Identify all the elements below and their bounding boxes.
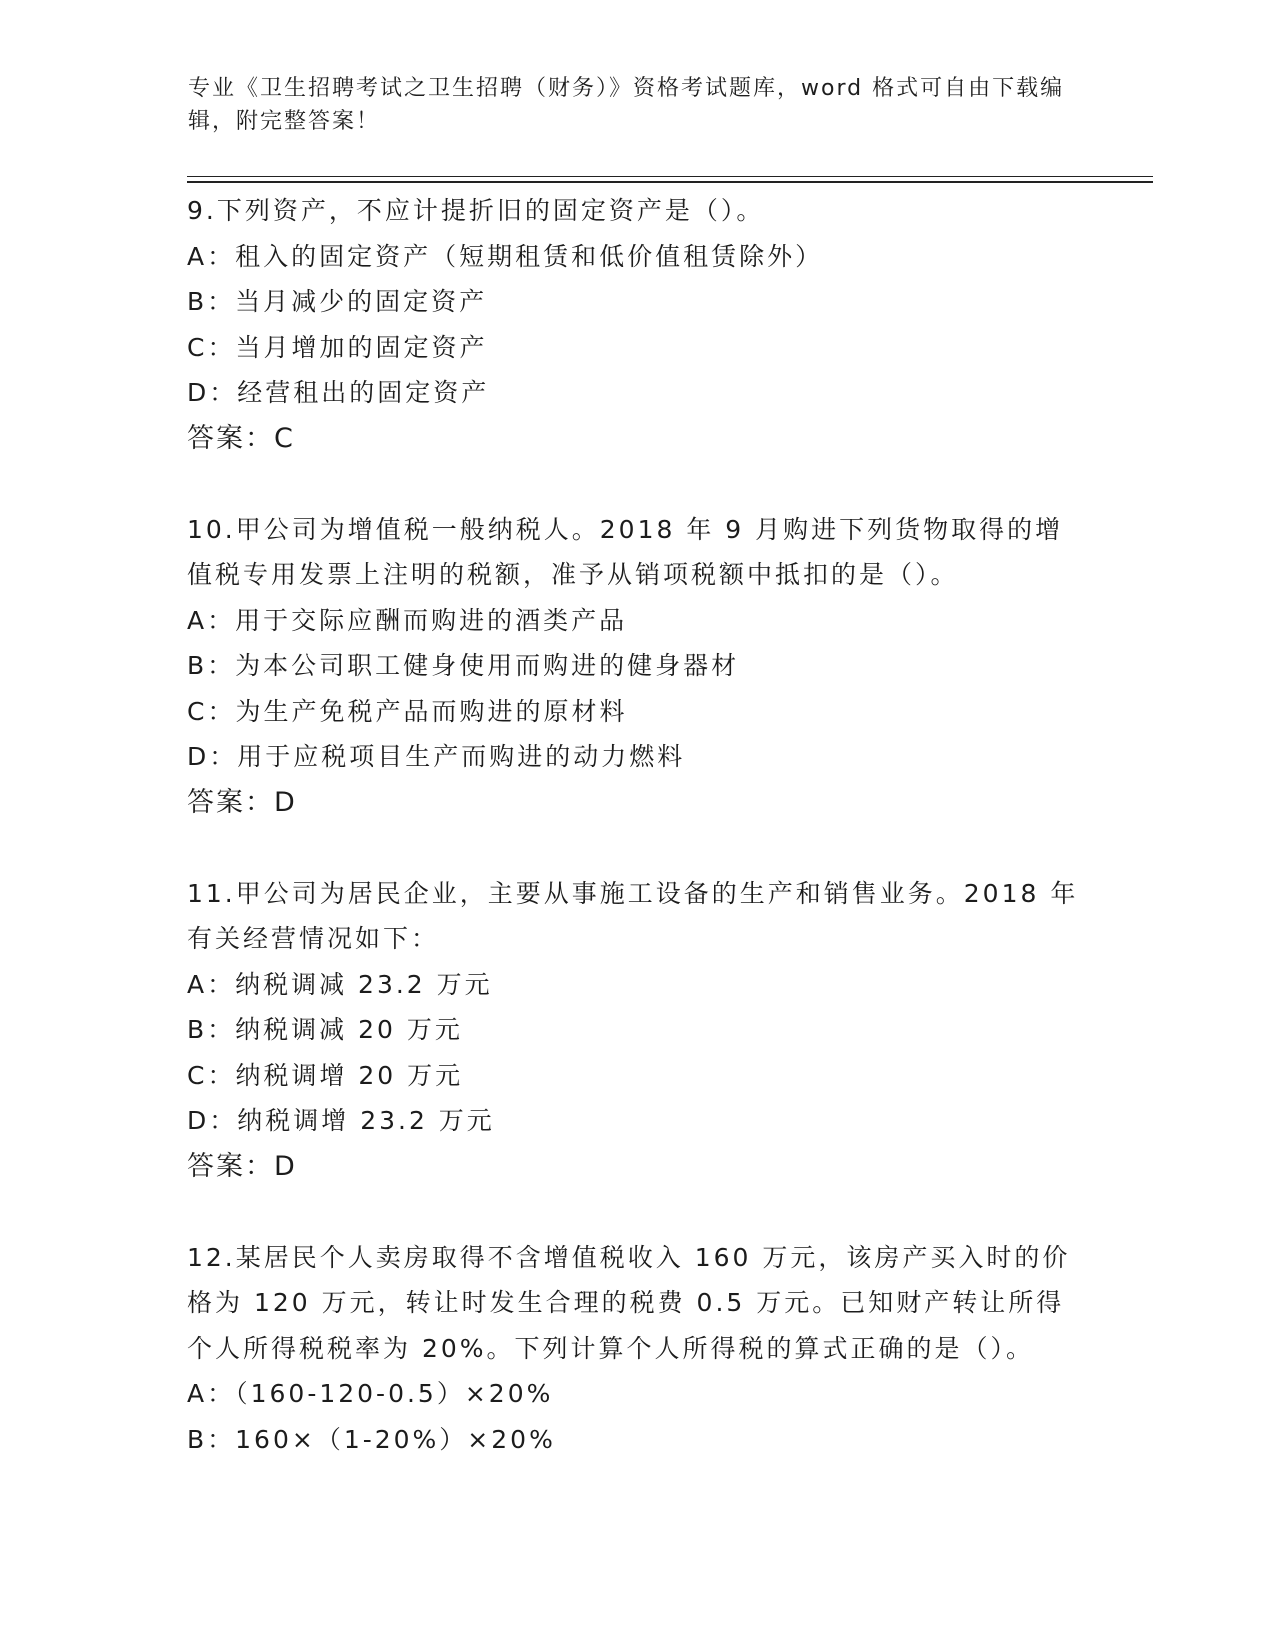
- option-a: A：租入的固定资产（短期租赁和低价值租赁除外）: [187, 241, 824, 271]
- option-a: A：（160-120-0.5）×20%: [187, 1379, 554, 1408]
- option-d: D：纳税调增 23.2 万元: [187, 1106, 495, 1135]
- spacer: [187, 825, 1087, 871]
- option-b: B：当月减少的固定资产: [187, 287, 488, 316]
- question-12: [187, 1235, 1087, 1463]
- option-d: D：经营租出的固定资产: [187, 378, 490, 407]
- question-9: [187, 188, 1087, 461]
- answer-line: 答案：C: [187, 422, 295, 454]
- option-a: A：纳税调减 23.2 万元: [187, 969, 493, 999]
- answer-line: 答案：D: [187, 786, 297, 818]
- option-d: D：用于应税项目生产而购进的动力燃料: [187, 742, 686, 771]
- header-rule-thick: [187, 181, 1153, 183]
- option-c: C：为生产免税产品而购进的原材料: [187, 696, 628, 726]
- question-11: [187, 871, 1087, 1190]
- option-b: B：为本公司职工健身使用而购进的健身器材: [187, 651, 740, 680]
- option-b: B：160×（1-20%）×20%: [187, 1424, 556, 1454]
- option-b: B：纳税调减 20 万元: [187, 1015, 463, 1044]
- header-rule-thin: [187, 176, 1153, 177]
- spacer: [187, 461, 1087, 507]
- document-header: [188, 72, 1088, 138]
- option-c: C：纳税调增 20 万元: [187, 1060, 464, 1090]
- spacer: [187, 1189, 1087, 1235]
- option-a: A：用于交际应酬而购进的酒类产品: [187, 605, 628, 635]
- answer-line: 答案：D: [187, 1150, 297, 1182]
- option-c: C：当月增加的固定资产: [187, 332, 488, 362]
- question-stem: 9.下列资产，不应计提折旧的固定资产是（）。: [187, 196, 765, 225]
- question-stem: 12.某居民个人卖房取得不含增值税收入 160 万元，该房产买入时的价格为 120 万元，转让时发生合理的税费 0.5 万元。已知财产转让所得个人所得税税率为 20%。下列计算个人所得税的算式正确的是（）。: [187, 1242, 1071, 1363]
- question-stem: 10.甲公司为增值税一般纳税人。2018 年 9 月购进下列货物取得的增值税专用发票上注明的税额，准予从销项税额中抵扣的是（）。: [187, 514, 1064, 589]
- question-list: [187, 188, 1087, 1462]
- header-text: 专业《卫生招聘考试之卫生招聘（财务）》资格考试题库，word 格式可自由下载编辑，附完整答案！: [188, 76, 1065, 134]
- question-10: [187, 507, 1087, 826]
- question-stem: 11.甲公司为居民企业，主要从事施工设备的生产和销售业务。2018 年有关经营情况如下：: [187, 878, 1079, 953]
